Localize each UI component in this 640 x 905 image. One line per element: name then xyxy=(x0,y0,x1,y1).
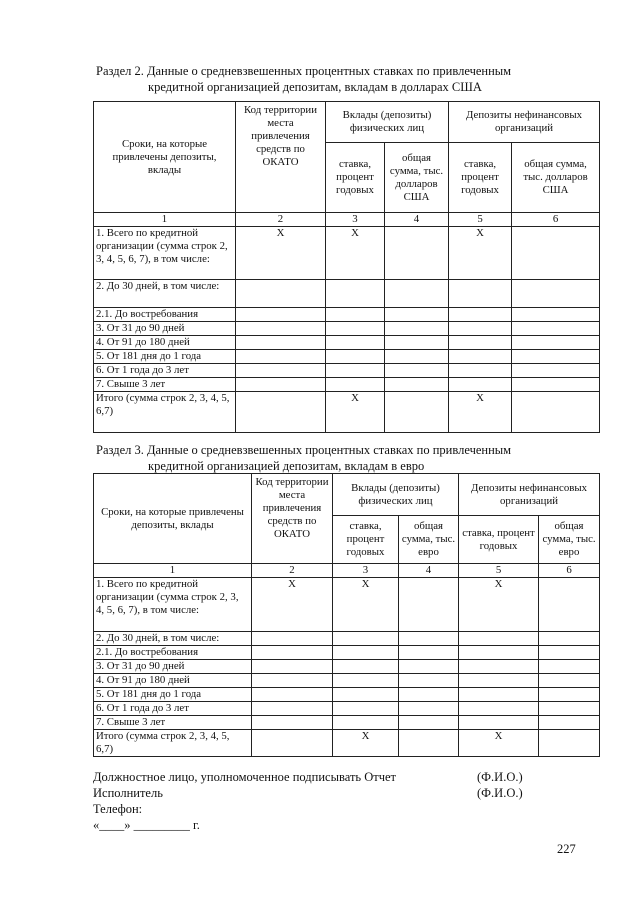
table-row xyxy=(94,280,600,308)
table-cell xyxy=(539,716,600,730)
table-cell xyxy=(236,392,326,433)
table-cell xyxy=(399,730,459,757)
table-cell xyxy=(459,674,539,688)
column-number: 3 xyxy=(326,213,385,227)
date-line: «____» _________ г. xyxy=(93,818,200,832)
row-label: 6. От 1 года до 3 лет xyxy=(94,702,252,716)
table-cell xyxy=(333,660,399,674)
header-individuals-rate: ставка, процент годовых xyxy=(333,516,399,564)
table-cell xyxy=(512,336,600,350)
table-cell xyxy=(399,716,459,730)
table-cell: X xyxy=(252,578,333,632)
table-cell xyxy=(236,308,326,322)
table-cell xyxy=(326,280,385,308)
table-cell xyxy=(236,280,326,308)
row-label: 2. До 30 дней, в том числе: xyxy=(94,632,252,646)
header-individuals-sum: общая сумма, тыс. долларов США xyxy=(385,143,449,213)
table-row xyxy=(94,364,600,378)
table-cell xyxy=(449,308,512,322)
table-cell xyxy=(512,350,600,364)
table-cell: X xyxy=(326,392,385,433)
column-number: 5 xyxy=(449,213,512,227)
table-cell xyxy=(459,716,539,730)
official-fio: (Ф.И.О.) xyxy=(477,770,523,784)
table-cell xyxy=(449,364,512,378)
table-row xyxy=(94,350,600,364)
section2-table xyxy=(93,101,600,433)
table-cell xyxy=(236,364,326,378)
table-cell xyxy=(385,308,449,322)
section2-title xyxy=(96,63,556,95)
column-number: 6 xyxy=(512,213,600,227)
section3-title-line2: кредитной организацией депозитам, вкладам в евро xyxy=(148,459,425,473)
table-cell xyxy=(449,280,512,308)
column-number: 2 xyxy=(252,564,333,578)
header-individuals: Вклады (депозиты) физических лиц xyxy=(333,474,459,516)
table-cell xyxy=(399,646,459,660)
column-number: 1 xyxy=(94,213,236,227)
table-cell xyxy=(539,578,600,632)
executor-label: Исполнитель xyxy=(93,786,163,800)
column-numbers-row xyxy=(94,213,600,227)
table-cell xyxy=(512,322,600,336)
table-cell xyxy=(459,646,539,660)
official-label: Должностное лицо, уполномоченное подписывать Отчет xyxy=(93,770,397,784)
header-nonfinancial: Депозиты нефинансовых организаций xyxy=(459,474,600,516)
column-number: 1 xyxy=(94,564,252,578)
column-number: 4 xyxy=(385,213,449,227)
table-cell xyxy=(449,378,512,392)
table-cell xyxy=(512,227,600,280)
table-cell: X xyxy=(459,578,539,632)
row-label: 1. Всего по кредитной организации (сумма строк 2, 3, 4, 5, 6, 7), в том числе: xyxy=(94,227,236,280)
table-cell xyxy=(385,350,449,364)
column-numbers-row xyxy=(94,564,600,578)
table-cell xyxy=(539,646,600,660)
row-label: 1. Всего по кредитной организации (сумма строк 2, 3, 4, 5, 6, 7), в том числе: xyxy=(94,578,252,632)
table-cell: X xyxy=(449,392,512,433)
table-cell xyxy=(459,702,539,716)
column-number: 2 xyxy=(236,213,326,227)
table-cell xyxy=(333,688,399,702)
table-cell: X xyxy=(333,578,399,632)
table-cell xyxy=(252,660,333,674)
table-cell xyxy=(236,378,326,392)
table-cell xyxy=(326,322,385,336)
column-number: 6 xyxy=(539,564,600,578)
header-nonfinancial-sum: общая сумма, тыс. долларов США xyxy=(512,143,600,213)
table-row xyxy=(94,322,600,336)
table-cell xyxy=(512,392,600,433)
table-row xyxy=(94,308,600,322)
row-label: 3. От 31 до 90 дней xyxy=(94,322,236,336)
row-label: Итого (сумма строк 2, 3, 4, 5, 6,7) xyxy=(94,392,236,433)
row-label: 2. До 30 дней, в том числе: xyxy=(94,280,236,308)
row-label: 5. От 181 дня до 1 года xyxy=(94,688,252,702)
table-cell xyxy=(326,364,385,378)
table-cell xyxy=(252,632,333,646)
column-number: 4 xyxy=(399,564,459,578)
executor-fio: (Ф.И.О.) xyxy=(477,786,523,800)
header-nonfinancial-rate: ставка, процент годовых xyxy=(459,516,539,564)
table-cell xyxy=(333,674,399,688)
table-row xyxy=(94,578,600,632)
row-label: 7. Свыше 3 лет xyxy=(94,378,236,392)
column-number: 3 xyxy=(333,564,399,578)
section2-title-line1: Раздел 2. Данные о средневзвешенных процентных ставках по привлеченным xyxy=(96,64,512,78)
table-cell xyxy=(539,674,600,688)
table-cell xyxy=(459,632,539,646)
table-row xyxy=(94,716,600,730)
table-cell xyxy=(236,350,326,364)
table-row xyxy=(94,702,600,716)
row-label: Итого (сумма строк 2, 3, 4, 5, 6,7) xyxy=(94,730,252,757)
table-cell xyxy=(236,336,326,350)
row-label: 4. От 91 до 180 дней xyxy=(94,336,236,350)
table-cell xyxy=(385,364,449,378)
table-cell xyxy=(326,336,385,350)
table-cell xyxy=(252,688,333,702)
table-cell xyxy=(539,632,600,646)
phone-label: Телефон: xyxy=(93,802,143,816)
table-cell: X xyxy=(459,730,539,757)
header-nonfinancial-sum: общая сумма, тыс. евро xyxy=(539,516,600,564)
table-cell xyxy=(512,378,600,392)
table-row xyxy=(94,688,600,702)
table-cell xyxy=(399,688,459,702)
row-label: 5. От 181 дня до 1 года xyxy=(94,350,236,364)
table-cell xyxy=(399,632,459,646)
table-cell xyxy=(385,336,449,350)
table-cell xyxy=(333,646,399,660)
table-cell xyxy=(326,378,385,392)
table-cell xyxy=(539,660,600,674)
table-cell xyxy=(252,646,333,660)
table-cell xyxy=(459,688,539,702)
table-cell xyxy=(333,702,399,716)
header-nonfinancial: Депозиты нефинансовых организаций xyxy=(449,102,600,143)
table-cell xyxy=(539,730,600,757)
table-cell xyxy=(326,308,385,322)
row-label: 3. От 31 до 90 дней xyxy=(94,660,252,674)
row-label: 7. Свыше 3 лет xyxy=(94,716,252,730)
table-cell xyxy=(399,674,459,688)
header-okato: Код территории места привлечения средств по ОКАТО xyxy=(252,474,333,564)
table-row-total xyxy=(94,392,600,433)
table-cell xyxy=(459,660,539,674)
header-individuals-sum: общая сумма, тыс. евро xyxy=(399,516,459,564)
table-row xyxy=(94,674,600,688)
table-cell xyxy=(539,702,600,716)
table-cell xyxy=(399,660,459,674)
header-terms: Сроки, на которые привлечены депозиты, вклады xyxy=(94,102,236,213)
table-cell xyxy=(385,227,449,280)
table-cell xyxy=(449,350,512,364)
table-cell xyxy=(385,322,449,336)
table-row xyxy=(94,336,600,350)
table-cell xyxy=(385,392,449,433)
table-cell: X xyxy=(333,730,399,757)
header-terms: Сроки, на которые привлечены депозиты, вклады xyxy=(94,474,252,564)
table-cell xyxy=(512,364,600,378)
row-label: 4. От 91 до 180 дней xyxy=(94,674,252,688)
table-cell xyxy=(512,280,600,308)
table-cell xyxy=(449,322,512,336)
table-cell xyxy=(333,716,399,730)
table-cell xyxy=(252,674,333,688)
table-cell xyxy=(252,730,333,757)
table-row xyxy=(94,646,600,660)
header-individuals: Вклады (депозиты) физических лиц xyxy=(326,102,449,143)
table-row xyxy=(94,632,600,646)
table-cell xyxy=(449,336,512,350)
table-row xyxy=(94,227,600,280)
table-cell: X xyxy=(449,227,512,280)
header-okato: Код территории места привлечения средств по ОКАТО xyxy=(236,102,326,213)
table-cell: X xyxy=(326,227,385,280)
section3-title-line1: Раздел 3. Данные о средневзвешенных процентных ставках по привлеченным xyxy=(96,443,512,457)
table-cell xyxy=(399,702,459,716)
table-cell: X xyxy=(236,227,326,280)
header-individuals-rate: ставка, процент годовых xyxy=(326,143,385,213)
row-label: 2.1. До востребования xyxy=(94,308,236,322)
table-row-total xyxy=(94,730,600,757)
table-cell xyxy=(252,702,333,716)
section3-title xyxy=(96,442,556,474)
table-cell xyxy=(326,350,385,364)
table-cell xyxy=(385,378,449,392)
table-cell xyxy=(236,322,326,336)
table-cell xyxy=(512,308,600,322)
page-number: 227 xyxy=(557,842,576,856)
section2-title-line2: кредитной организацией депозитам, вкладам в долларах США xyxy=(148,80,482,94)
table-cell xyxy=(252,716,333,730)
table-row xyxy=(94,660,600,674)
table-cell xyxy=(539,688,600,702)
table-cell xyxy=(333,632,399,646)
column-number: 5 xyxy=(459,564,539,578)
header-nonfinancial-rate: ставка, процент годовых xyxy=(449,143,512,213)
row-label: 2.1. До востребования xyxy=(94,646,252,660)
section3-table xyxy=(93,473,600,757)
table-cell xyxy=(399,578,459,632)
row-label: 6. От 1 года до 3 лет xyxy=(94,364,236,378)
table-cell xyxy=(385,280,449,308)
table-row xyxy=(94,378,600,392)
